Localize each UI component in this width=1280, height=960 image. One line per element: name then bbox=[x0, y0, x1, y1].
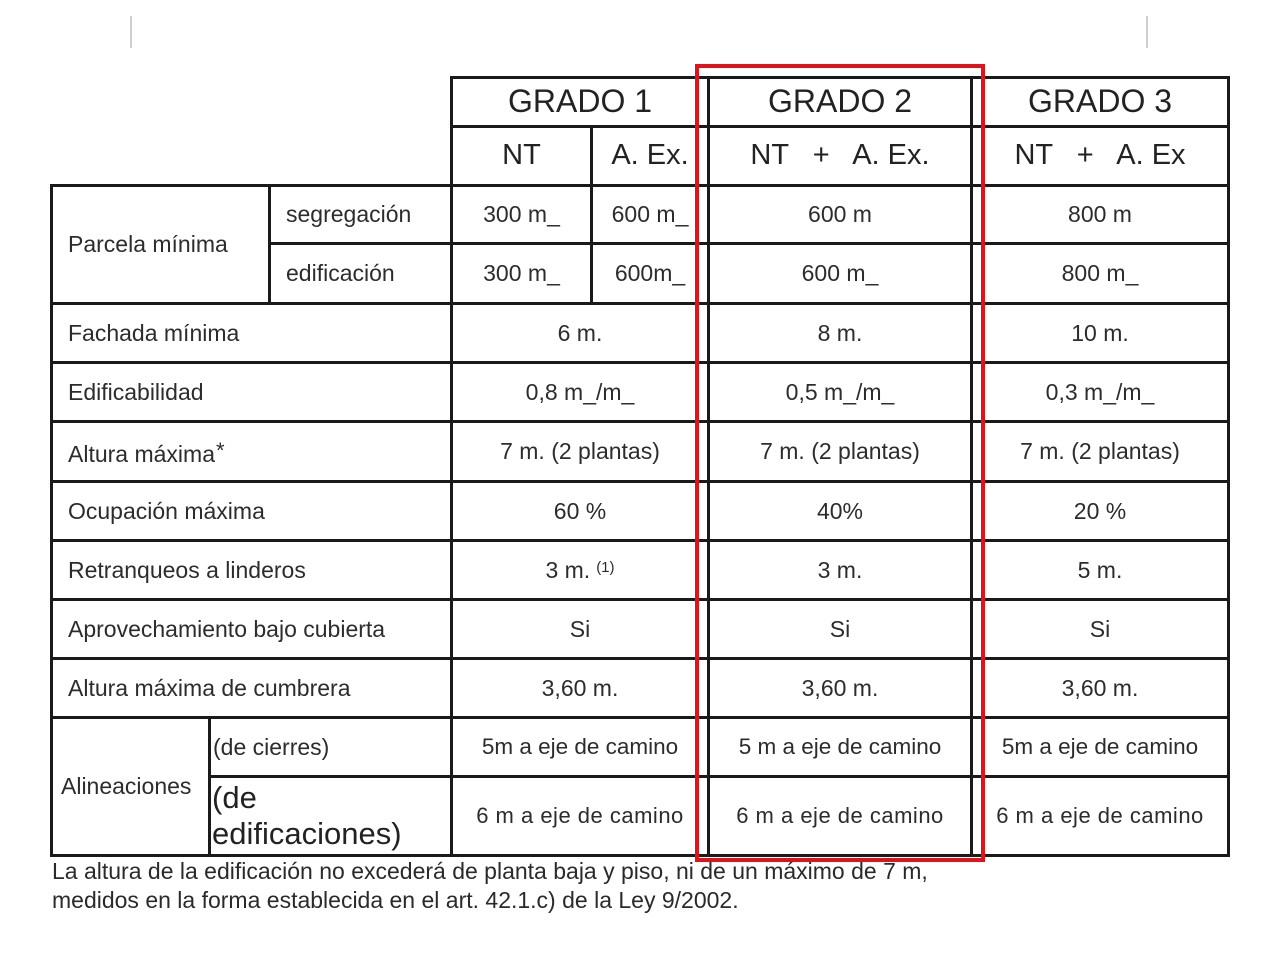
cell-edificaciones-g1: 6 m a eje de camino bbox=[476, 803, 684, 829]
cell-ocupacion-g3: 20 % bbox=[1073, 497, 1127, 524]
altura-maxima-text: Altura máxima bbox=[68, 441, 215, 468]
cell-edificaciones-g3: 6 m a eje de camino bbox=[996, 803, 1204, 829]
footnote-line-1: La altura de la edificación no excederá de planta baja y piso, ni de un máximo de 7 m, bbox=[52, 858, 928, 884]
cell-fachada-g1: 6 m. bbox=[557, 319, 603, 346]
row-label-de-cierres: (de cierres) bbox=[213, 733, 330, 760]
cell-edificaciones-g2: 6 m a eje de camino bbox=[736, 803, 944, 829]
row-label-alineaciones: Alineaciones bbox=[61, 773, 192, 800]
cell-aprovechamiento-g2: Si bbox=[829, 615, 851, 642]
cell-aprovechamiento-g3: Si bbox=[1089, 615, 1111, 642]
retranqueos-g1-value: 3 m. bbox=[545, 556, 591, 583]
cell-edificabilidad-g2: 0,5 m_/m_ bbox=[785, 378, 895, 405]
row-label-fachada-minima: Fachada mínima bbox=[68, 319, 240, 346]
cell-fachada-g3: 10 m. bbox=[1071, 319, 1129, 346]
cell-altura-g3: 7 m. (2 plantas) bbox=[1020, 438, 1180, 465]
header-grado-3: GRADO 3 bbox=[1027, 83, 1173, 120]
cell-altura-g2: 7 m. (2 plantas) bbox=[760, 438, 920, 465]
asterisk-mark: * bbox=[215, 437, 225, 463]
row-label-parcela-minima: Parcela mínima bbox=[68, 231, 228, 258]
cell-altura-g1: 7 m. (2 plantas) bbox=[500, 438, 660, 465]
row-label-de-edificaciones bbox=[211, 778, 450, 854]
page-edge-mark-left bbox=[130, 16, 132, 48]
subheader-g3: NT + A. Ex bbox=[1014, 139, 1186, 172]
header-grado-2: GRADO 2 bbox=[767, 83, 913, 120]
cell-ocupacion-g1: 60 % bbox=[553, 497, 607, 524]
row-label-ocupacion-maxima: Ocupación máxima bbox=[68, 497, 265, 524]
cell-fachada-g2: 8 m. bbox=[817, 319, 863, 346]
cell-cierres-g1: 5m a eje de camino bbox=[481, 734, 679, 760]
row-label-edificacion: edificación bbox=[286, 260, 395, 287]
cell-segregacion-g2: 600 m bbox=[808, 201, 872, 228]
cell-edificabilidad-g3: 0,3 m_/m_ bbox=[1045, 378, 1155, 405]
subheader-g1-nt: NT bbox=[502, 139, 541, 172]
de-edificaciones-line2: edificaciones) bbox=[212, 816, 402, 851]
cell-segregacion-g3: 800 m bbox=[1068, 201, 1132, 228]
subheader-g2: NT + A. Ex. bbox=[750, 139, 930, 172]
note-1-mark: (1) bbox=[596, 559, 615, 577]
cell-retranqueos-g2: 3 m. bbox=[817, 556, 863, 583]
row-label-segregacion: segregación bbox=[286, 201, 412, 228]
cell-aprovechamiento-g1: Si bbox=[569, 615, 591, 642]
row-label-cumbrera: Altura máxima de cumbrera bbox=[68, 674, 351, 701]
row-label-edificabilidad: Edificabilidad bbox=[68, 378, 204, 405]
de-edificaciones-line1: (de bbox=[212, 780, 257, 816]
cell-retranqueos-g1 bbox=[453, 542, 707, 598]
cell-cierres-g3: 5m a eje de camino bbox=[1001, 734, 1199, 760]
cell-retranqueos-g3: 5 m. bbox=[1077, 556, 1123, 583]
row-label-altura-maxima bbox=[53, 423, 450, 480]
cell-edificacion-g3: 800 m_ bbox=[1061, 260, 1139, 287]
page-edge-mark-right bbox=[1146, 16, 1148, 48]
cell-edificacion-g1-aex: 600m_ bbox=[614, 260, 686, 287]
cell-cierres-g2: 5 m a eje de camino bbox=[738, 734, 942, 760]
cell-edificacion-g1-nt: 300 m_ bbox=[483, 260, 560, 287]
cell-segregacion-g1-nt: 300 m_ bbox=[483, 201, 560, 228]
cell-edificabilidad-g1: 0,8 m_/m_ bbox=[525, 378, 635, 405]
footnote-line-2: medidos en la forma establecida en el art. 42.1.c) de la Ley 9/2002. bbox=[52, 887, 739, 913]
cell-segregacion-g1-aex: 600 m_ bbox=[611, 201, 689, 228]
header-grado-1: GRADO 1 bbox=[507, 83, 653, 120]
cell-cumbrera-g2: 3,60 m. bbox=[801, 674, 879, 701]
cell-ocupacion-g2: 40% bbox=[816, 497, 864, 524]
cell-cumbrera-g3: 3,60 m. bbox=[1061, 674, 1139, 701]
cell-cumbrera-g1: 3,60 m. bbox=[541, 674, 619, 701]
cell-edificacion-g2: 600 m_ bbox=[801, 260, 879, 287]
grado-2-highlight-box bbox=[695, 64, 985, 862]
subheader-g1-aex: A. Ex. bbox=[611, 139, 689, 172]
row-label-aprovechamiento: Aprovechamiento bajo cubierta bbox=[68, 615, 386, 642]
row-label-retranqueos: Retranqueos a linderos bbox=[68, 556, 306, 583]
